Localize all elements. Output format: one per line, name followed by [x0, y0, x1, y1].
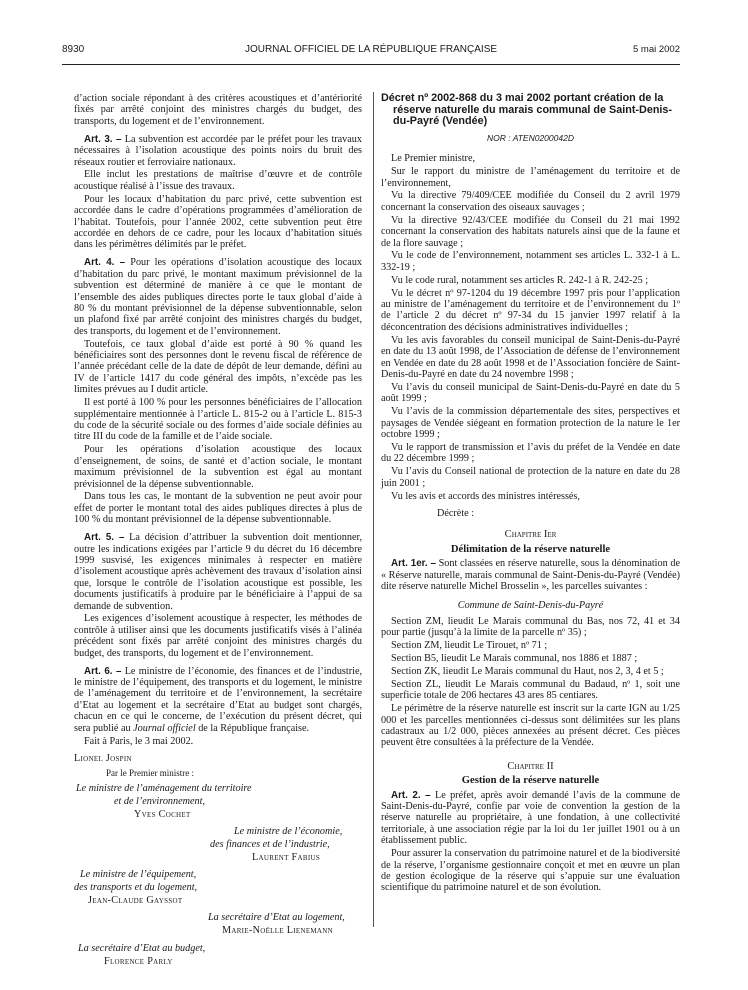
article-text: La subvention est accordée par le préfet pour les travaux nécessaires à l’isolation acoustique des points noirs du bruit des réseaux routier et ferroviaire nationaux.	[74, 133, 362, 168]
signatures	[74, 753, 362, 967]
right-column	[381, 93, 680, 895]
paragraph: Dans tous les cas, le montant de la subvention ne peut avoir pour effet de porter le montant total des aides publiques directes à plus de 100 % du montant prévisionnel de la dépense subventionnable.	[74, 491, 362, 526]
parcel-section: Section ZK, lieudit Le Marais communal du Haut, nos 2, 3, 4 et 5 ;	[391, 665, 664, 677]
visa: Vu les avis et accords des ministres intéressés,	[391, 490, 580, 502]
article-label: Art. 5. –	[84, 532, 125, 544]
signatory-name: Laurent Fabius	[252, 851, 321, 863]
chapter-2-title: Gestion de la réserve naturelle	[461, 775, 600, 787]
issue-date: 5 mai 2002	[632, 44, 680, 55]
article-label: Art. 3. –	[84, 133, 122, 145]
visa: Vu l’avis de la commission départementale des sites, perspectives et paysages de Vendée siégeant en formation protection de la nature le 1er octobre 1999 ;	[381, 406, 680, 441]
column-divider	[373, 92, 374, 927]
article-label: Art. 6. –	[84, 665, 122, 677]
paragraph: Il est porté à 100 % pour les personnes bénéficiaires de l’allocation supplémentaire mentionnée à l’article L. 815-2 ou à l’article L. 815-3 du code de la sécurité sociale ou des formes d’aide sociale définies au titre III du code de la famille et de l’aide sociale.	[74, 397, 362, 443]
visa: Vu le code de l’environnement, notamment ses articles L. 332-1 à L. 332-19 ;	[381, 250, 680, 273]
signatory-name: Florence Parly	[104, 955, 173, 967]
signatory-title: des transports et du logement,	[74, 882, 198, 894]
article-label: Art. 1er. –	[391, 558, 436, 570]
visa: Vu les avis favorables du conseil municipal de Saint-Denis-du-Payré en date du 13 août 1998, de l’Association de défense de l’environnement en Vendée en date du 28 août 1998 et de l’Association foncière de Saint-Denis-du-Payré en date du 24 novembre 1998 ;	[381, 334, 680, 380]
signatory-title: Le ministre de l’aménagement du territoire	[76, 782, 252, 794]
journal-title: JOURNAL OFFICIEL DE LA RÉPUBLIQUE FRANÇAISE	[244, 44, 498, 55]
visa: Vu le décret nº 97-1204 du 19 décembre 1997 pris pour l’application au ministre de l’aménagement du territoire et de l’environnement du 1º de l’article 2 du décret nº 97-34 du 15 janvier 1997 relatif à la déconcentration des décisions administratives individuelles ;	[381, 287, 680, 333]
signatory-title: La secrétaire d’Etat au logement,	[208, 912, 345, 924]
chapter-1-heading: Chapitre Ier	[504, 529, 557, 541]
article-4	[74, 257, 362, 337]
signatory-title: des finances et de l’industrie,	[210, 838, 330, 850]
paragraph: Toutefois, ce taux global d’aide est porté à 90 % quand les bénéficiaires sont des personnes dont le revenu fiscal de référence de l’année précédant celle de la date de dépôt de leur demande, défini au IV de l’article 1417 du code général des impôts, n’excède pas les limites prévues au I dudit article.	[74, 338, 362, 396]
visa: Vu l’avis du conseil municipal de Saint-Denis-du-Payré en date du 5 août 1999 ;	[381, 381, 680, 405]
signatory-title: La secrétaire d’Etat au budget,	[78, 942, 206, 954]
signatory-title: Le ministre de l’équipement,	[80, 869, 197, 881]
parcel-section: Section ZL, lieudit Le Marais communal du Badaud, nº 1, soit une superficie totale de 206 hectares 43 ares 85 centiares.	[381, 678, 680, 702]
done-at: Fait à Paris, le 3 mai 2002.	[84, 735, 194, 747]
article-6	[74, 666, 362, 734]
signatory-name: Jean-Claude Gayssot	[88, 895, 183, 906]
article-text: Le ministre de l’économie, des finances et de l’industrie, le ministre de l’équipement, des transports et du logement, le ministre de l’aménagement du territoire et de l’environnement, la secrétaire d’Etat au logement et la secrétaire d’Etat au budget sont chargés, chacun en ce qui le concerne, de l’exécution du présent décret, qui sera publié au	[74, 665, 363, 734]
article-5	[74, 532, 362, 612]
nor-reference: NOR : ATEN0200042D	[487, 132, 574, 143]
signatory-name: Yves Cochet	[134, 808, 191, 820]
article-2	[381, 790, 680, 847]
signatory-title: Le ministre de l’économie,	[234, 825, 343, 837]
page-number: 8930	[62, 44, 85, 55]
paragraph: Pour les locaux d’habitation du parc privé, cette subvention est accordée dans le cadre d’opérations programmées d’amélioration de l’habitat. Toutefois, pour l’année 2002, cette subvention peut être accordée en dehors de ce cadre, pour les locaux d’habitation situés dans les périmètres délimités par le préfet.	[74, 193, 362, 251]
commune-heading: Commune de Saint-Denis-du-Payré	[457, 600, 604, 612]
left-column	[74, 93, 362, 969]
visa: Vu le code rural, notamment ses articles R. 242-1 à R. 242-25 ;	[391, 274, 649, 286]
chapter-1-title: Délimitation de la réserve naturelle	[450, 543, 611, 555]
visa: Vu le rapport de transmission et l’avis du préfet de la Vendée en date du 22 décembre 1999 ;	[381, 441, 680, 465]
pm-signature: Lionel Jospin	[74, 752, 132, 764]
header-rule	[62, 64, 680, 65]
parcel-section: Section B5, lieudit Le Marais communal, nos 1886 et 1887 ;	[391, 653, 638, 665]
article-text: Sont classées en réserve naturelle, sous la dénomination de « Réserve naturelle, marais communal de Saint-Denis-du-Payré (Vendée) dite réserve naturelle Michel Brosselin », les parcelles suivantes :	[381, 558, 680, 592]
visa: Vu la directive 92/43/CEE modifiée du Conseil du 21 mai 1992 concernant la conservation des habitats naturels ainsi que de la faune et de la flore sauvage ;	[381, 214, 680, 249]
article-text-end: de la République française.	[195, 722, 310, 734]
visa: Vu la directive 79/409/CEE modifiée du Conseil du 2 avril 1979 concernant la conservation des oiseaux sauvages ;	[381, 190, 680, 213]
paragraph: Pour les opérations d’isolation acoustique des locaux d’enseignement, de soins, de santé et d’action sociale, le montant maximum prévisionnel de la subvention est égal au montant prévisionnel de la dépense subventionnable.	[74, 444, 362, 490]
decree-title: Décret nº 2002-868 du 3 mai 2002 portant création de la réserve naturelle du marais communal de Saint-Denis-du-Payré (Vendée)	[381, 92, 673, 128]
signatory-name: Marie-Noëlle Lienemann	[222, 925, 333, 937]
signatory-title: et de l’environnement,	[114, 795, 205, 807]
paragraph: Le périmètre de la réserve naturelle est inscrit sur la carte IGN au 1/25 000 et les parcelles mentionnées ci-dessus sont délimitées sur les plans cadastraux au 1/2 000, pièces annexées au présent décret. Ces pièces peuvent être consultées à la préfecture de la Vendée.	[381, 703, 680, 749]
article-label: Art. 2. –	[391, 789, 431, 801]
paragraph: d’action sociale répondant à des critères acoustiques et d’antériorité fixés par arrêté conjoint des ministres chargés du budget, des transports, du logement et de l’environnement.	[74, 93, 362, 127]
article-label: Art. 4. –	[84, 257, 126, 269]
parcel-section: Section ZM, lieudit Le Marais communal du Bas, nos 72, 41 et 34 pour partie (jusqu’à la limite de la parcelle nº 35) ;	[381, 615, 680, 639]
preamble: Sur le rapport du ministre de l’aménagement du territoire et de l’environnement,	[381, 166, 680, 189]
by-pm-label: Par le Premier ministre :	[106, 768, 194, 779]
paragraph: Les exigences d’isolement acoustique à respecter, les méthodes de contrôle à utiliser ainsi que les documents justificatifs visés à l’alinéa précédent sont fixés par arrêté conjoint des ministres chargés du budget, des transports, du logement et de l’environnement.	[74, 613, 362, 659]
visa: Vu l’avis du Conseil national de protection de la nature en date du 28 juin 2001 ;	[381, 466, 680, 489]
parcel-section: Section ZM, lieudit Le Tirouet, nº 71 ;	[391, 640, 548, 652]
article-text: Le préfet, après avoir demandé l’avis de la commune de Saint-Denis-du-Payré, confie par voie de convention la gestion de la réserve naturelle au propriétaire, à une fondation, à une collectivité territoriale, à une association régie par la loi du 1er juillet 1901 ou à un établissement public.	[381, 789, 680, 847]
preamble: Le Premier ministre,	[391, 153, 476, 165]
page-header	[62, 44, 680, 58]
journal-officiel-ref: Journal officiel	[133, 722, 196, 734]
chapter-2-heading: Chapitre II	[507, 760, 554, 772]
paragraph: Pour assurer la conservation du patrimoine naturel et de la biodiversité de la réserve, l’organisme gestionnaire conçoit et met en œuvre un plan de gestion écologique de la réserve qui s’appuie sur une évaluation scientifique du patrimoine naturel et de son évolution.	[381, 848, 680, 894]
decrete-label: Décrète :	[437, 507, 475, 519]
article-3	[74, 134, 362, 168]
article-text: La décision d’attribuer la subvention doit mentionner, outre les indications exigées par l’article 9 du décret du 16 décembre 1999 susvisé, les exigences minimales à respecter en matière d’isolement acoustique après achèvement des travaux d’isolation ainsi que, lorsque le contrôle de l’isolation acoustique est possible, les documents justificatifs à produire par le bénéficiaire à l’appui de sa demande de subvention.	[74, 532, 362, 612]
paragraph: Elle inclut les prestations de maîtrise d’œuvre et de contrôle acoustique réalisé à l’issue des travaux.	[74, 169, 362, 192]
article-1	[381, 558, 680, 592]
article-text: Pour les opérations d’isolation acoustique des locaux d’habitation du parc privé, le montant maximum prévisionnel de la subvention est déterminé de manière à ce que le montant de l’ensemble des aides publiques directes porte le taux global d’aide à 80 % du montant prévisionnel de la dépense subventionnable, selon un plafond fixé par arrêté conjoint des ministres chargés du budget, des transports, du logement et de l’environnement.	[74, 257, 363, 337]
